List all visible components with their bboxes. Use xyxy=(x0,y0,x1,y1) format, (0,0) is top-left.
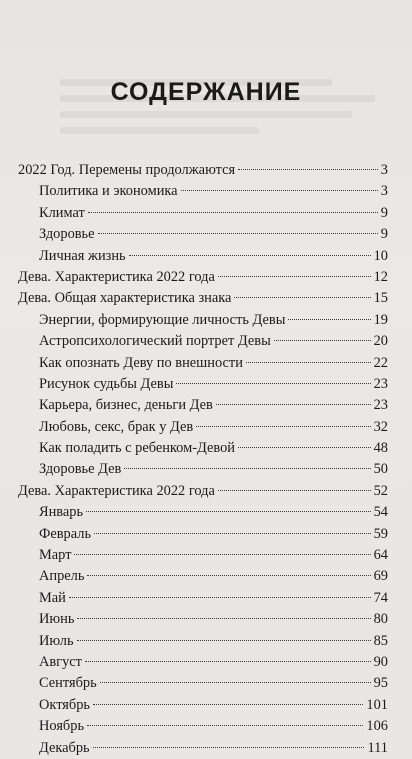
toc-entry-page-number: 20 xyxy=(373,333,388,350)
toc-entry-page-number: 106 xyxy=(366,718,388,735)
dot-leader xyxy=(176,383,370,384)
dot-leader xyxy=(196,426,370,427)
toc-entry-page-number: 64 xyxy=(373,547,388,564)
dot-leader xyxy=(129,255,371,256)
table-of-contents xyxy=(18,160,388,759)
toc-entry-label: Февраль xyxy=(39,525,92,542)
toc-entry-page-number: 10 xyxy=(373,247,388,264)
toc-entry xyxy=(18,695,388,716)
toc-entry xyxy=(18,716,388,737)
toc-entry-label: Июль xyxy=(39,632,74,649)
toc-entry-label: Апрель xyxy=(39,568,85,585)
toc-entry-label: Как опознать Деву по внешности xyxy=(39,354,243,371)
toc-entry xyxy=(18,502,388,523)
dot-leader xyxy=(88,212,378,213)
toc-entry-page-number: 9 xyxy=(380,204,388,221)
toc-entry-page-number: 69 xyxy=(373,568,388,585)
toc-entry-page-number: 59 xyxy=(373,525,388,542)
toc-entry xyxy=(18,417,388,438)
dot-leader xyxy=(74,554,370,555)
page-title: СОДЕРЖАНИЕ xyxy=(110,78,302,106)
toc-entry-label: Дева. Характеристика 2022 года xyxy=(18,482,215,499)
dot-leader xyxy=(93,704,363,705)
dot-leader xyxy=(288,319,370,320)
toc-entry-page-number: 50 xyxy=(373,461,388,478)
dot-leader xyxy=(246,362,371,363)
toc-entry-page-number: 54 xyxy=(373,504,388,521)
toc-entry-page-number: 111 xyxy=(367,739,388,756)
toc-entry-page-number: 23 xyxy=(373,375,388,392)
toc-entry xyxy=(18,310,388,331)
toc-entry-page-number: 3 xyxy=(380,183,388,200)
toc-entry-page-number: 19 xyxy=(373,311,388,328)
toc-entry-label: Здоровье Дев xyxy=(39,461,122,478)
toc-entry-label: Политика и экономика xyxy=(39,183,178,200)
toc-entry xyxy=(18,459,388,480)
toc-entry-page-number: 22 xyxy=(373,354,388,371)
toc-entry-page-number: 23 xyxy=(373,397,388,414)
toc-entry-page-number: 9 xyxy=(380,226,388,243)
toc-entry-label: Энергии, формирующие личность Девы xyxy=(39,311,286,328)
toc-entry-label: Астропсихологический портрет Девы xyxy=(39,333,271,350)
dot-leader xyxy=(69,597,371,598)
toc-entry xyxy=(18,203,388,224)
toc-entry-label: Ноябрь xyxy=(39,718,85,735)
toc-entry-label: Личная жизнь xyxy=(39,247,126,264)
toc-entry-label: Дева. Общая характеристика знака xyxy=(18,290,232,307)
toc-entry-page-number: 95 xyxy=(373,675,388,692)
toc-entry xyxy=(18,246,388,267)
dot-leader xyxy=(234,297,370,298)
toc-entry xyxy=(18,588,388,609)
toc-entry-label: Март xyxy=(39,547,72,564)
toc-entry-page-number: 85 xyxy=(373,632,388,649)
toc-entry xyxy=(18,160,388,181)
toc-entry-label: Август xyxy=(39,653,82,670)
toc-entry xyxy=(18,181,388,202)
dot-leader xyxy=(77,640,371,641)
toc-entry-label: Июнь xyxy=(39,611,75,628)
toc-entry xyxy=(18,524,388,545)
dot-leader xyxy=(98,233,378,234)
toc-entry-page-number: 3 xyxy=(380,162,388,178)
toc-entry xyxy=(18,566,388,587)
toc-entry-page-number: 80 xyxy=(373,611,388,628)
toc-entry xyxy=(18,331,388,352)
toc-entry-label: Здоровье xyxy=(39,226,95,243)
toc-entry-label: Карьера, бизнес, деньги Дев xyxy=(39,397,213,414)
dot-leader xyxy=(274,340,371,341)
dot-leader xyxy=(238,169,378,170)
toc-entry-label: Рисунок судьбы Девы xyxy=(39,375,174,392)
dot-leader xyxy=(85,661,371,662)
toc-entry-label: Дева. Характеристика 2022 года xyxy=(18,268,215,285)
toc-entry xyxy=(18,481,388,502)
toc-entry-label: Климат xyxy=(39,204,85,221)
toc-entry xyxy=(18,353,388,374)
dot-leader xyxy=(124,468,370,469)
dot-leader xyxy=(181,190,378,191)
toc-entry-label: Октябрь xyxy=(39,696,90,713)
toc-entry-page-number: 15 xyxy=(373,290,388,307)
toc-entry xyxy=(18,631,388,652)
dot-leader xyxy=(218,490,371,491)
toc-entry-label: Как поладить с ребенком-Девой xyxy=(39,440,235,457)
toc-entry-page-number: 90 xyxy=(373,653,388,670)
dot-leader xyxy=(87,575,370,576)
toc-entry xyxy=(18,438,388,459)
dot-leader xyxy=(87,725,363,726)
toc-entry xyxy=(18,374,388,395)
dot-leader xyxy=(100,682,371,683)
toc-entry-label: Сентябрь xyxy=(39,675,97,692)
toc-entry-label: 2022 Год. Перемены продолжаются xyxy=(18,162,236,178)
toc-entry-page-number: 52 xyxy=(373,482,388,499)
toc-entry xyxy=(18,288,388,309)
dot-leader xyxy=(238,447,371,448)
dot-leader xyxy=(216,404,371,405)
toc-entry xyxy=(18,673,388,694)
toc-entry xyxy=(18,395,388,416)
toc-entry xyxy=(18,609,388,630)
toc-entry xyxy=(18,267,388,288)
dot-leader xyxy=(94,533,371,534)
toc-entry xyxy=(18,738,388,759)
toc-entry xyxy=(18,224,388,245)
dot-leader xyxy=(218,276,371,277)
toc-entry xyxy=(18,545,388,566)
dot-leader xyxy=(86,511,371,512)
toc-entry-label: Любовь, секс, брак у Дев xyxy=(39,418,194,435)
toc-entry-label: Январь xyxy=(39,504,84,521)
toc-entry-page-number: 12 xyxy=(373,268,388,285)
toc-entry xyxy=(18,652,388,673)
toc-entry-page-number: 74 xyxy=(373,589,388,606)
toc-entry-page-number: 32 xyxy=(373,418,388,435)
toc-entry-label: Май xyxy=(39,589,66,606)
toc-entry-page-number: 48 xyxy=(373,440,388,457)
dot-leader xyxy=(93,747,365,748)
toc-entry-page-number: 101 xyxy=(366,696,388,713)
toc-entry-label: Декабрь xyxy=(39,739,90,756)
dot-leader xyxy=(77,618,370,619)
